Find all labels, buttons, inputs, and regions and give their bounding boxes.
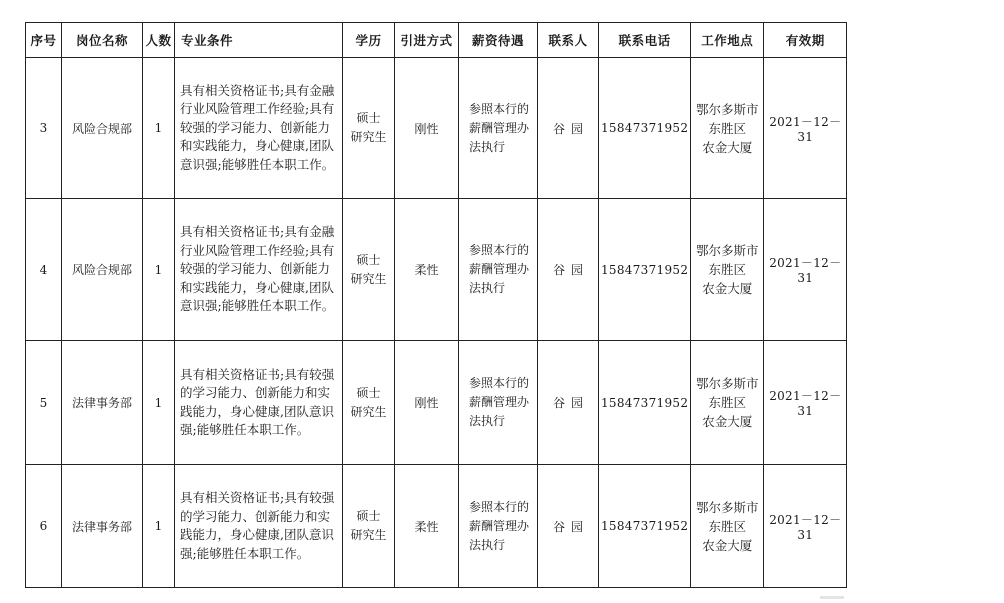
cell-valid: 2021－12－31 [764, 341, 847, 465]
cell-position: 风险合规部 [62, 58, 143, 199]
salary-line: 法执行 [469, 414, 506, 428]
header-seq: 序号 [26, 23, 62, 58]
cell-method: 刚性 [395, 58, 459, 199]
cell-phone: 15847371952 [599, 465, 691, 588]
cell-contact: 谷园 [538, 58, 599, 199]
location-line: 鄂尔多斯市 [696, 499, 759, 515]
location-line: 农金大厦 [702, 414, 753, 429]
cell-contact: 谷园 [538, 465, 599, 588]
cell-salary [459, 465, 538, 588]
cell-count: 1 [143, 465, 175, 588]
location-line: 东胜区 [708, 120, 747, 136]
salary-line: 薪酬管理办 [469, 120, 530, 135]
salary-line: 参照本行的 [469, 243, 530, 257]
cell-phone: 15847371952 [599, 199, 691, 341]
cell-valid: 2021－12－31 [764, 199, 847, 341]
location-line: 东胜区 [708, 262, 747, 277]
header-method: 引进方式 [395, 23, 459, 58]
cell-valid: 2021－12－31 [764, 58, 847, 199]
recruitment-table [25, 22, 847, 588]
cell-seq: 4 [26, 199, 62, 341]
header-contact: 联系人 [538, 23, 599, 58]
cell-contact: 谷园 [538, 341, 599, 465]
salary-line: 薪酬管理办 [469, 262, 530, 276]
header-row [26, 23, 847, 58]
location-line: 东胜区 [708, 395, 747, 410]
cell-count: 1 [143, 341, 175, 465]
cell-contact: 谷园 [538, 199, 599, 341]
cell-seq: 6 [26, 465, 62, 588]
cell-education [343, 199, 395, 341]
cell-position: 法律事务部 [62, 341, 143, 465]
cell-position: 风险合规部 [62, 199, 143, 341]
location-line: 农金大厦 [702, 139, 753, 155]
education-line: 硕士 [356, 509, 381, 523]
location-line: 鄂尔多斯市 [696, 101, 759, 117]
header-position: 岗位名称 [62, 23, 143, 58]
education-line: 研究生 [350, 271, 387, 286]
cell-seq: 3 [26, 58, 62, 199]
cell-method: 柔性 [395, 199, 459, 341]
cell-salary [459, 341, 538, 465]
cell-condition: 具有相关资格证书;具有金融行业风险管理工作经验;具有较强的学习能力、创新能力和实践能力，身心健康,团队意识强;能够胜任本职工作。 [175, 199, 343, 341]
salary-line: 法执行 [469, 281, 506, 295]
salary-line: 法执行 [469, 139, 506, 154]
header-condition: 专业条件 [175, 23, 343, 58]
education-line: 硕士 [356, 385, 381, 400]
cell-condition: 具有相关资格证书;具有较强的学习能力、创新能力和实践能力，身心健康,团队意识强;能够胜任本职工作。 [175, 341, 343, 465]
cell-seq: 5 [26, 341, 62, 465]
table-row [26, 199, 847, 341]
location-line: 农金大厦 [702, 281, 753, 296]
cell-valid: 2021－12－31 [764, 465, 847, 588]
cell-location [691, 199, 764, 341]
cell-location [691, 465, 764, 588]
salary-line: 薪酬管理办 [469, 395, 530, 409]
cell-position: 法律事务部 [62, 465, 143, 588]
header-valid: 有效期 [764, 23, 847, 58]
cell-method: 刚性 [395, 341, 459, 465]
location-line: 东胜区 [708, 518, 747, 534]
salary-line: 参照本行的 [469, 101, 530, 116]
cell-phone: 15847371952 [599, 58, 691, 199]
table-row [26, 465, 847, 588]
cell-salary [459, 58, 538, 199]
header-education: 学历 [343, 23, 395, 58]
education-line: 研究生 [350, 404, 387, 419]
cell-education [343, 465, 395, 588]
cell-location [691, 58, 764, 199]
location-line: 鄂尔多斯市 [696, 243, 759, 258]
header-location: 工作地点 [691, 23, 764, 58]
salary-line: 薪酬管理办 [469, 518, 530, 533]
table-row [26, 58, 847, 199]
salary-line: 参照本行的 [469, 376, 530, 390]
header-phone: 联系电话 [599, 23, 691, 58]
location-line: 鄂尔多斯市 [696, 376, 759, 391]
cell-salary [459, 199, 538, 341]
salary-line: 参照本行的 [469, 499, 530, 514]
scan-edge-mark [820, 596, 844, 599]
cell-location [691, 341, 764, 465]
cell-education [343, 58, 395, 199]
header-count: 人数 [143, 23, 175, 58]
location-line: 农金大厦 [702, 537, 753, 553]
header-salary: 薪资待遇 [459, 23, 538, 58]
cell-phone: 15847371952 [599, 341, 691, 465]
cell-count: 1 [143, 199, 175, 341]
cell-count: 1 [143, 58, 175, 199]
cell-education [343, 341, 395, 465]
education-line: 研究生 [350, 130, 387, 144]
salary-line: 法执行 [469, 537, 506, 552]
cell-condition: 具有相关资格证书;具有金融行业风险管理工作经验;具有较强的学习能力、创新能力和实践能力，身心健康,团队意识强;能够胜任本职工作。 [175, 58, 343, 199]
table-row [26, 341, 847, 465]
cell-condition: 具有相关资格证书;具有较强的学习能力、创新能力和实践能力，身心健康,团队意识强;能够胜任本职工作。 [175, 465, 343, 588]
cell-method: 柔性 [395, 465, 459, 588]
education-line: 硕士 [356, 252, 381, 267]
education-line: 硕士 [356, 111, 381, 125]
education-line: 研究生 [350, 528, 387, 542]
